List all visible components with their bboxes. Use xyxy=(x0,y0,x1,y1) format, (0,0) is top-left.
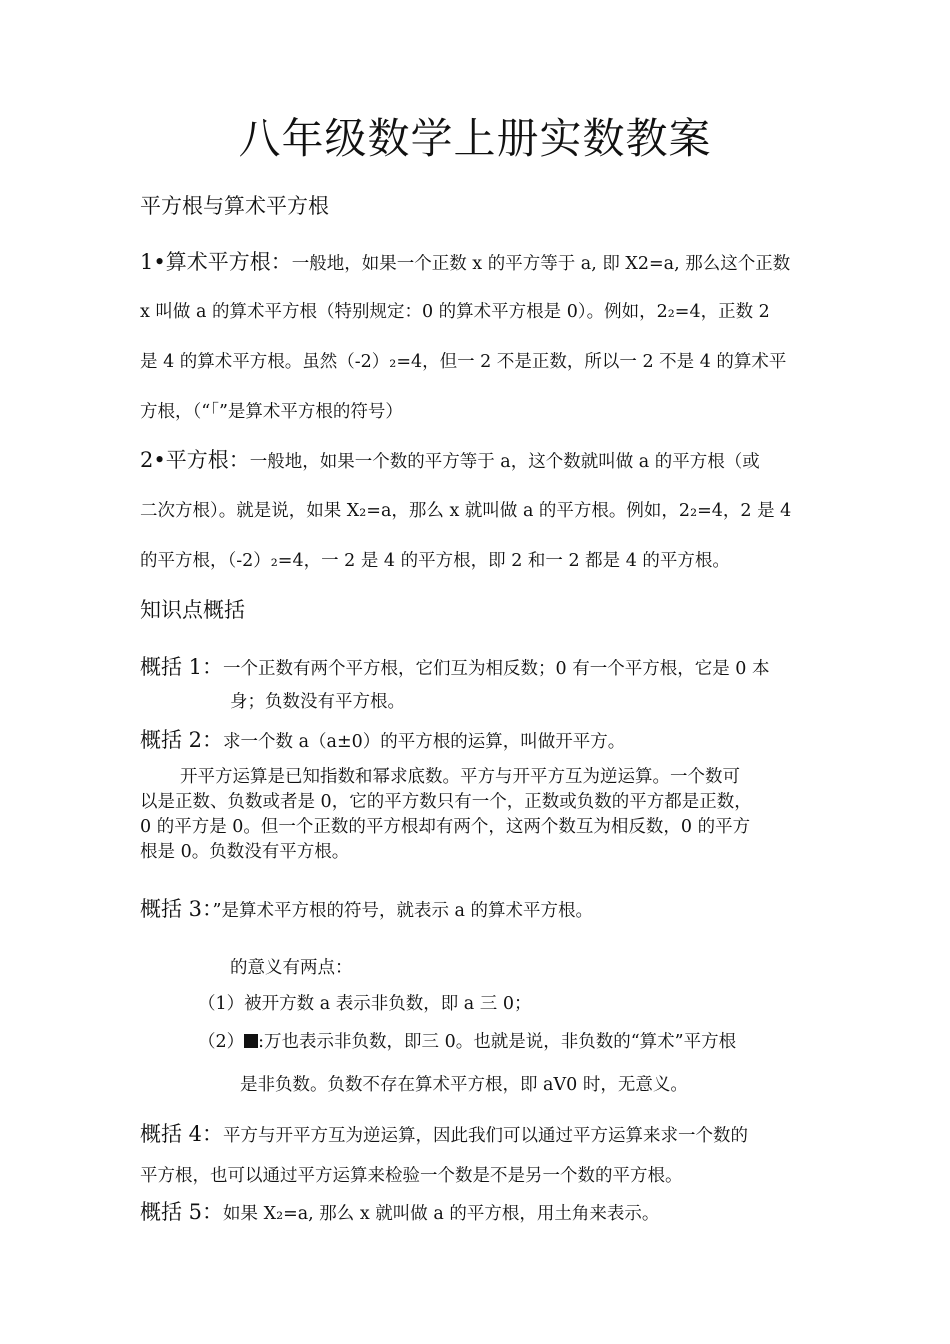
definition-sqrt-label: 2•平方根： xyxy=(140,448,250,472)
summary-3-line1 xyxy=(140,893,593,923)
filled-square-icon xyxy=(244,1034,258,1048)
page-title: 八年级数学上册实数教案 xyxy=(238,114,712,163)
summary-2-text: 求一个数 a（a±0）的平方根的运算，叫做开平方。 xyxy=(223,732,626,752)
summary-5-text: 如果 X₂=a, 那么 x 就叫做 a 的平方根，用土角来表示。 xyxy=(223,1204,660,1224)
summary-4-line2: 平方根，也可以通过平方运算来检验一个数是不是另一个数的平方根。 xyxy=(140,1166,683,1186)
summary-5-label: 概括 5： xyxy=(140,1200,224,1224)
summary-4-text: 平方与开平方互为逆运算，因此我们可以通过平方运算来求一个数的 xyxy=(223,1126,749,1146)
section-heading-summary: 知识点概括 xyxy=(140,598,245,622)
summary-1-line1 xyxy=(140,651,770,681)
summary-3-item2 xyxy=(198,1028,736,1053)
summary-3-item1: （1）被开方数 a 表示非负数，即 a 三 0； xyxy=(198,994,532,1014)
definition-arithmetic-sqrt-line2: x 叫做 a 的算术平方根（特别规定：0 的算术平方根是 0）。例如，2₂=4，正数 2 xyxy=(140,302,770,322)
summary-5-line1 xyxy=(140,1196,659,1226)
definition-arithmetic-sqrt-line1 xyxy=(140,246,790,276)
explanation-line3: 0 的平方是 0。但一个正数的平方根却有两个，这两个数互为相反数，0 的平方 xyxy=(140,817,751,837)
summary-4-label: 概括 4： xyxy=(140,1122,224,1146)
explanation-line1: 开平方运算是已知指数和幂求底数。平方与开平方互为逆运算。一个数可 xyxy=(180,767,740,787)
summary-1-line2: 身；负数没有平方根。 xyxy=(230,692,405,712)
definition-sqrt-line1 xyxy=(140,444,760,474)
summary-4-line1 xyxy=(140,1118,748,1148)
summary-3-item2-number: （2） xyxy=(198,1032,245,1052)
definition-arithmetic-sqrt-line4: 方根，（“「”是算术平方根的符号） xyxy=(140,402,403,422)
summary-3-meaning: 的意义有两点： xyxy=(230,958,353,978)
summary-3-label: 概括 3： xyxy=(140,897,213,921)
definition-sqrt-text: 一般地，如果一个数的平方等于 a，这个数就叫做 a 的平方根（或 xyxy=(249,452,760,472)
definition-arithmetic-sqrt-text: 一般地，如果一个正数 x 的平方等于 a, 即 X2=a, 那么这个正数 xyxy=(291,254,791,274)
explanation-line4: 根是 0。负数没有平方根。 xyxy=(140,842,350,862)
definition-arithmetic-sqrt-line3: 是 4 的算术平方根。虽然（-2）₂=4，但一 2 不是正数，所以一 2 不是 4 的算术平 xyxy=(140,352,787,372)
summary-2-label: 概括 2： xyxy=(140,728,224,752)
summary-1-text: 一个正数有两个平方根，它们互为相反数；0 有一个平方根，它是 0 本 xyxy=(223,659,770,679)
summary-3-text: ”是算术平方根的符号，就表示 a 的算术平方根。 xyxy=(212,901,594,921)
summary-3-item2-continued: 是非负数。负数不存在算术平方根，即 aV0 时，无意义。 xyxy=(240,1075,688,1095)
summary-2-line1 xyxy=(140,724,625,754)
definition-sqrt-line3: 的平方根，（-2）₂=4，一 2 是 4 的平方根，即 2 和一 2 都是 4 的平方根。 xyxy=(140,551,730,571)
explanation-line2: 以是正数、负数或者是 0，它的平方数只有一个，正数或负数的平方都是正数， xyxy=(140,792,752,812)
section-heading-square-roots: 平方根与算术平方根 xyxy=(140,194,329,218)
definition-arithmetic-sqrt-label: 1•算术平方根： xyxy=(140,250,292,274)
summary-1-label: 概括 1： xyxy=(140,655,224,679)
summary-3-item2-text: :万也表示非负数，即三 0。也就是说，非负数的“算术”平方根 xyxy=(258,1032,737,1052)
definition-sqrt-line2: 二次方根）。就是说，如果 X₂=a，那么 x 就叫做 a 的平方根。例如，2₂=4，2 是 4 xyxy=(140,501,792,521)
